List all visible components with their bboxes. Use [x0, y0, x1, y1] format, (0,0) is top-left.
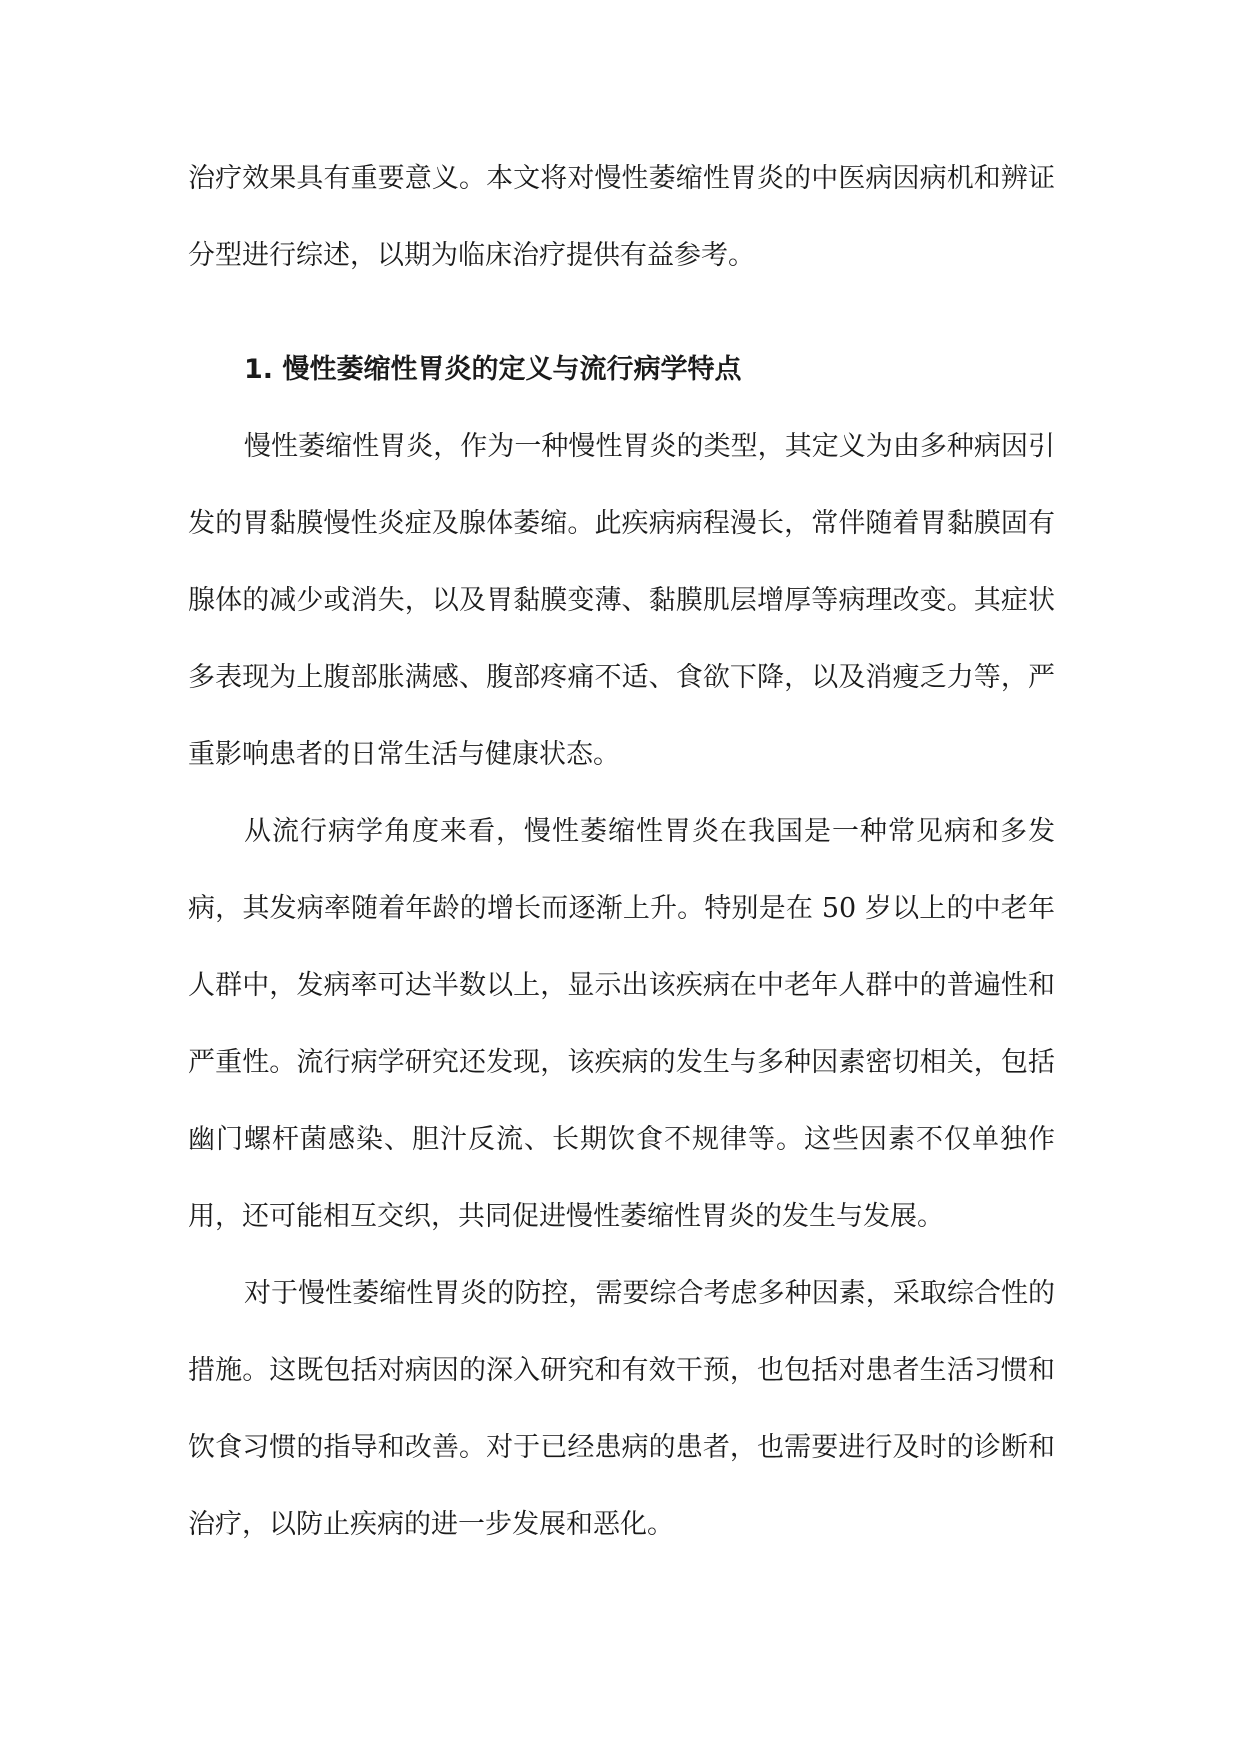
paragraph-epidemiology: 从流行病学角度来看，慢性萎缩性胃炎在我国是一种常见病和多发病，其发病率随着年龄的增长而逐渐上升。特别是在 50 岁以上的中老年人群中，发病率可达半数以上，显示出该疾病在中老年人群中的普遍性和严重性。流行病学研究还发现，该疾病的发生与多种因素密切相关，包括幽门螺杆菌感染、胆汁反流、长期饮食不规律等。这些因素不仅单独作用，还可能相互交织，共同促进慢性萎缩性胃炎的发生与发展。 [188, 816, 1055, 1232]
document-page [188, 140, 1055, 1563]
paragraph-definition: 慢性萎缩性胃炎，作为一种慢性胃炎的类型，其定义为由多种病因引发的胃黏膜慢性炎症及腺体萎缩。此疾病病程漫长，常伴随着胃黏膜固有腺体的减少或消失，以及胃黏膜变薄、黏膜肌层增厚等病理改变。其症状多表现为上腹部胀满感、腹部疼痛不适、食欲下降，以及消瘦乏力等，严重影响患者的日常生活与健康状态。 [188, 431, 1055, 770]
intro-paragraph: 治疗效果具有重要意义。本文将对慢性萎缩性胃炎的中医病因病机和辨证分型进行综述，以期为临床治疗提供有益参考。 [188, 163, 1055, 271]
paragraph-prevention: 对于慢性萎缩性胃炎的防控，需要综合考虑多种因素，采取综合性的措施。这既包括对病因的深入研究和有效干预，也包括对患者生活习惯和饮食习惯的指导和改善。对于已经患病的患者，也需要进行及时的诊断和治疗，以防止疾病的进一步发展和恶化。 [188, 1278, 1055, 1540]
spacer [188, 294, 1055, 331]
section-heading: 1. 慢性萎缩性胃炎的定义与流行病学特点 [244, 354, 742, 385]
